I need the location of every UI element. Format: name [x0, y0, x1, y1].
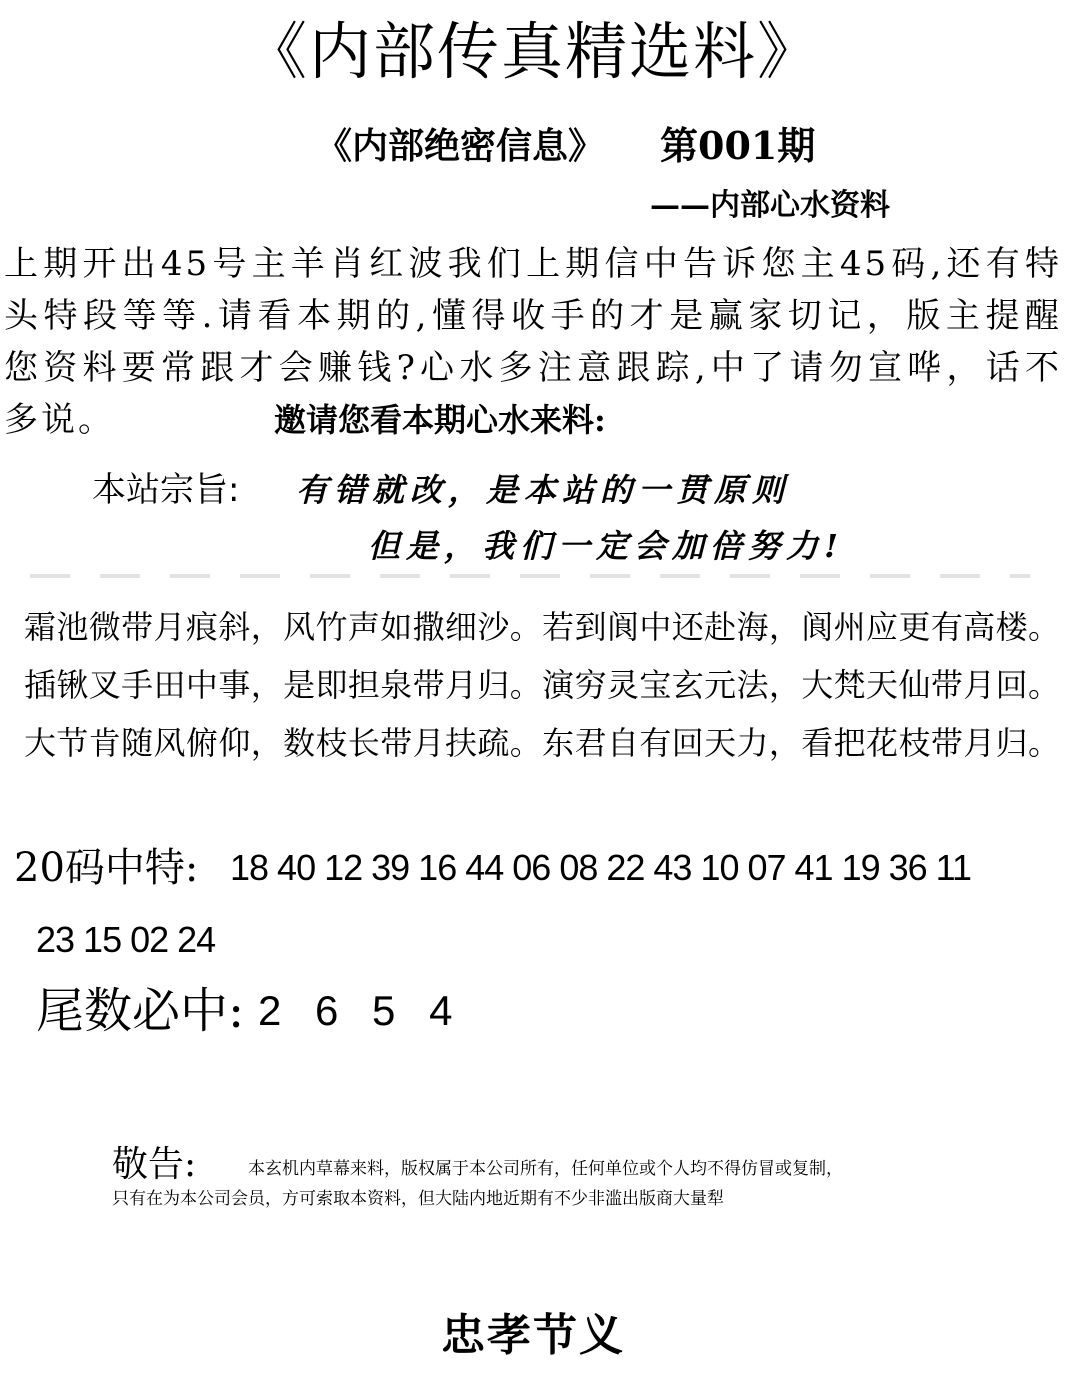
page-title: 《内部传真精选料》: [244, 15, 821, 88]
poem-line: 大节肯随风俯仰，数枝长带月扶疏。东君自有回天力，看把花枝带月归。: [24, 724, 1060, 762]
motto-label: 本站宗旨:: [92, 470, 240, 510]
intro-line: 您资料要常跟才会赚钱?心水多注意跟踪,中了请勿宣哗，话不: [4, 348, 1062, 388]
subtitle: 《内部绝密信息》: [316, 125, 605, 167]
footer-text: 忠孝节义: [441, 1310, 625, 1361]
notice-text: 只有在为本公司会员，方可索取本资料，但大陆内地近期有不少非滥出版商大量犁: [112, 1189, 724, 1209]
motto-line: 有错就改，是本站的一贯原则: [296, 471, 791, 509]
intro-line: 头特段等等.请看本期的,懂得收手的才是赢家切记，版主提醒: [4, 296, 1062, 336]
notice-text: 本玄机内草幕来料，版权属于本公司所有，任何单位或个人均不得仿冒或复制，: [248, 1159, 843, 1179]
motto-line: 但是，我们一定会加倍努力!: [368, 527, 845, 565]
tail-values: 2 6 5 4: [258, 987, 453, 1034]
poem-line: 插锹叉手田中事，是即担泉带月归。演穷灵宝玄元法，大梵天仙带月回。: [24, 666, 1060, 704]
numbers-values: 18 40 12 39 16 44 06 08 22 43 10 07 41 19 36 11: [230, 847, 972, 888]
intro-line: 多说。: [4, 400, 115, 440]
notice-label: 敬告:: [112, 1144, 197, 1185]
intro-line: 上期开出45号主羊肖红波我们上期信中告诉您主45码,还有特: [4, 244, 1062, 284]
invite-text: 邀请您看本期心水来料:: [274, 401, 606, 439]
numbers-label: 20码中特:: [14, 845, 199, 891]
tail-label: 尾数必中:: [36, 983, 245, 1039]
issue-number: 第001期: [660, 123, 816, 168]
numbers-values: 23 15 02 24: [36, 919, 216, 960]
poem-line: 霜池微带月痕斜，风竹声如撒细沙。若到阆中还赴海，阆州应更有高楼。: [24, 608, 1060, 646]
divider: [30, 574, 1030, 578]
source-label: ——内部心水资料: [650, 188, 890, 223]
